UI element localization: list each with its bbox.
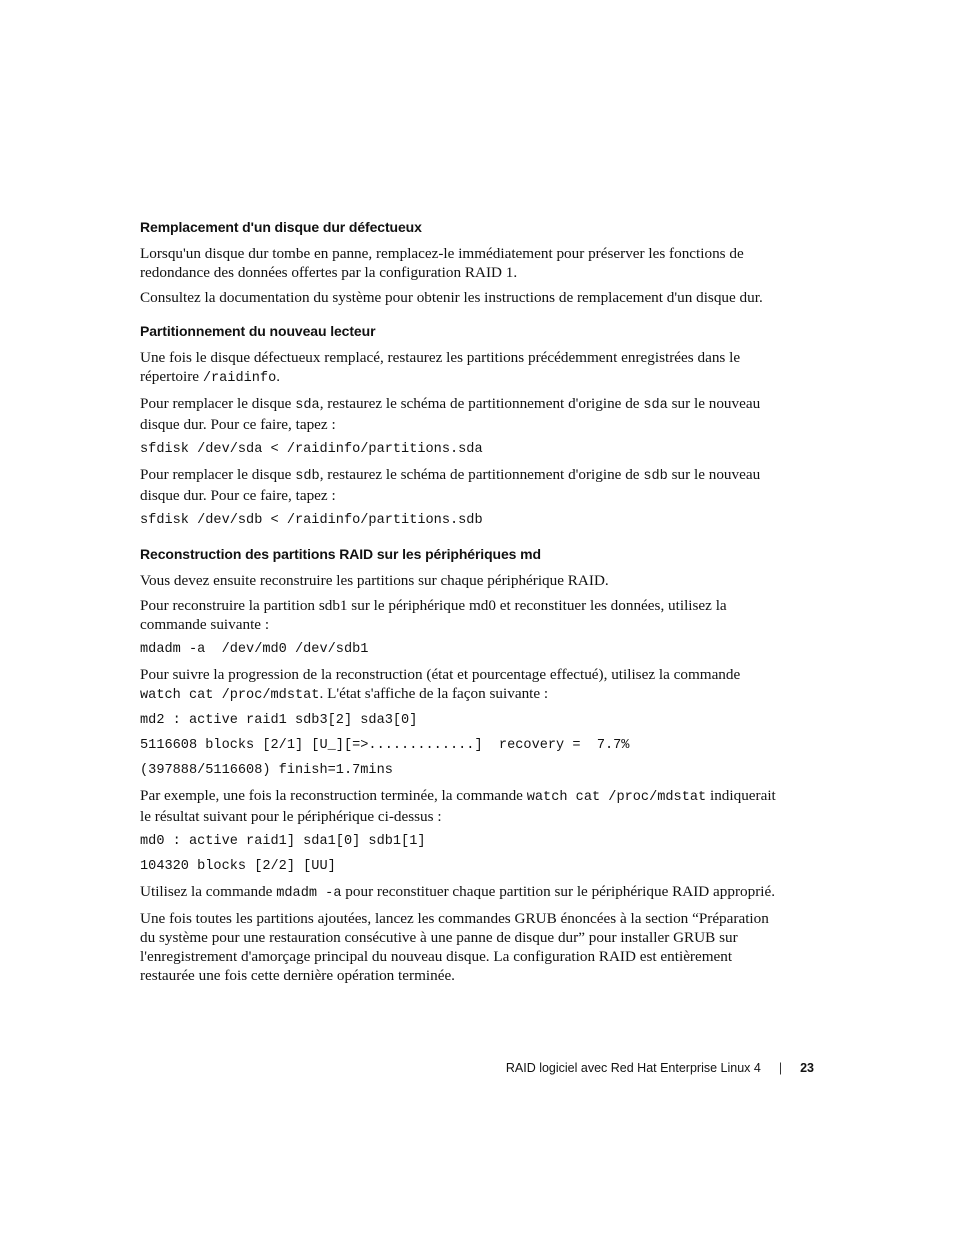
paragraph: Lorsqu'un disque dur tombe en panne, remplacez-le immédiatement pour préserver les fonctions de redondance des données offertes par la configuration RAID 1. [140,245,744,281]
inline-code: sdb [295,469,320,484]
command-output: 5116608 blocks [2/1] [U_][=>.............] recovery = 7.7% [140,738,630,753]
paragraph: Une fois le disque défectueux remplacé, restaurez les partitions précédemment enregistrées dans le répertoire /raidinfo. [140,349,741,386]
section-heading-partitioning: Partitionnement du nouveau lecteur [140,323,376,339]
inline-code: watch cat /proc/mdstat [140,688,320,703]
footer-separator: | [778,1061,783,1075]
paragraph: Vous devez ensuite reconstruire les partitions sur chaque périphérique RAID. [140,572,609,589]
inline-code: mdadm -a [276,886,342,901]
command-output: (397888/5116608) finish=1.7mins [140,763,393,778]
command-output: 104320 blocks [2/2] [UU] [140,859,336,874]
command-line: sfdisk /dev/sdb < /raidinfo/partitions.sdb [140,513,483,528]
paragraph: Pour suivre la progression de la reconstruction (état et pourcentage effectué), utilisez la commande watch cat /proc/mdstat. L'état s'affiche de la façon suivante : [140,666,741,703]
page-footer [506,1061,814,1075]
command-output: md2 : active raid1 sdb3[2] sda3[0] [140,713,418,728]
paragraph: Pour reconstruire la partition sdb1 sur le périphérique md0 et reconstituer les données, utilisez la commande suivante : [140,597,727,633]
footer-title: RAID logiciel avec Red Hat Enterprise Linux 4 [505,1061,761,1075]
paragraph: Par exemple, une fois la reconstruction terminée, la commande watch cat /proc/mdstat indiquerait le résultat suivant pour le périphérique ci-dessus : [140,787,776,825]
inline-code: /raidinfo [202,371,277,386]
document-body [140,219,780,991]
command-line: sfdisk /dev/sda < /raidinfo/partitions.sda [140,442,483,457]
paragraph: Utilisez la commande mdadm -a pour reconstituer chaque partition sur le périphérique RAID approprié. [140,883,776,901]
inline-code: sda [295,398,320,413]
section-heading-replace-disk: Remplacement d'un disque dur défectueux [140,219,422,235]
command-line: mdadm -a /dev/md0 /dev/sdb1 [140,642,369,657]
command-output: md0 : active raid1] sda1[0] sdb1[1] [140,834,426,849]
inline-code: sdb [643,469,668,484]
section-heading-rebuild-raid: Reconstruction des partitions RAID sur les périphériques md [140,546,541,562]
paragraph: Pour remplacer le disque sda, restaurez le schéma de partitionnement d'origine de sda sur le nouveau disque dur. Pour ce faire, tapez : [140,395,761,433]
paragraph: Consultez la documentation du système pour obtenir les instructions de remplacement d'un disque dur. [140,289,763,306]
paragraph: Pour remplacer le disque sdb, restaurez le schéma de partitionnement d'origine de sdb sur le nouveau disque dur. Pour ce faire, tapez : [140,466,761,504]
inline-code: sda [643,398,668,413]
page-number: 23 [800,1061,814,1075]
inline-code: watch cat /proc/mdstat [526,790,707,805]
paragraph: Une fois toutes les partitions ajoutées, lancez les commandes GRUB énoncées à la section “Préparation du système pour une restauration consécutive à une panne de disque dur” pour installer GRUB sur l'enregistrement d'amorçage principal du nouveau disque. La configuration RAID est entièrement restaurée une fois cette dernière opération terminée. [140,910,769,984]
